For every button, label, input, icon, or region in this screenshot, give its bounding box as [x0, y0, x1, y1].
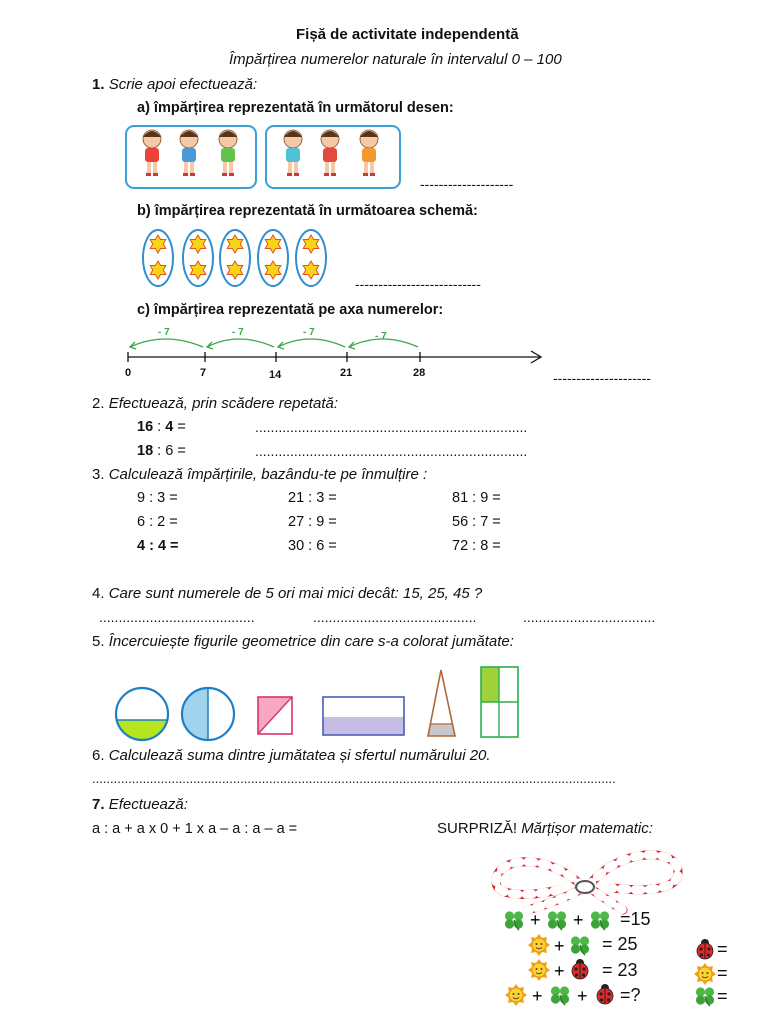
ex2-prompt	[92, 395, 338, 412]
oval-1	[143, 230, 173, 286]
kid-3-icon	[219, 130, 237, 176]
clover-icon	[571, 936, 589, 955]
shape-rectangle-lavender	[323, 697, 404, 735]
ex1-text: Scrie apoi efectuează:	[108, 76, 258, 93]
surprise-label: SURPRIZĂ!	[437, 820, 522, 837]
ex1-number: 1.	[92, 76, 105, 93]
ladybug-icon	[572, 959, 588, 979]
ex3-c1-r1: 9 : 3 =	[137, 490, 178, 506]
ex4-dots-3[interactable]: ..................................	[523, 609, 656, 625]
page-subtitle: Împărțirea numerelor naturale în intervalul 0 – 100	[229, 51, 562, 68]
ladybug-icon	[597, 984, 613, 1004]
ex6-number: 6.	[92, 747, 105, 764]
shape-grid-green	[481, 667, 518, 737]
ex3-c2-r2: 27 : 9 =	[288, 514, 337, 530]
ex2-row-2: 18 : 6 =	[137, 443, 186, 459]
svg-text:+: +	[573, 910, 584, 930]
kids-figures	[125, 125, 405, 189]
ex1b-answer-line[interactable]: ---------------------------	[355, 276, 481, 292]
kid-4-icon	[284, 130, 302, 176]
sun-icon	[505, 984, 527, 1006]
ex2-row-1: 16 : 4 =	[137, 419, 186, 435]
ex2-text: Efectuează, prin scădere repetată:	[108, 395, 338, 412]
ex3-c2-r3: 30 : 6 =	[288, 538, 337, 554]
ex3-c1-r3: 4 : 4 =	[137, 538, 179, 554]
ex1c-label: c) împărțirea reprezentată pe axa numerelor:	[137, 302, 444, 318]
sun-icon	[528, 934, 550, 956]
svg-text:+: +	[530, 910, 541, 930]
sun-icon	[528, 959, 550, 981]
page-title: Fișă de activitate independentă	[296, 26, 519, 43]
ex7-prompt	[92, 796, 188, 813]
ex6-text: Calculează suma dintre jumătatea și sfertul numărului 20.	[108, 747, 491, 764]
surprise-title	[437, 820, 653, 837]
oval-4	[258, 230, 288, 286]
surprise-label-italic: Mărțișor matematic:	[521, 820, 653, 837]
number-line	[120, 325, 550, 380]
jump-label-3: - 7	[303, 327, 315, 338]
ex4-prompt	[92, 585, 482, 602]
clover-icon	[505, 911, 523, 930]
ex3-number: 3.	[92, 466, 105, 483]
ex7-text: Efectuează:	[108, 796, 188, 813]
ex3-c2-r1: 21 : 3 =	[288, 490, 337, 506]
ex2-number: 2.	[92, 395, 105, 412]
ex3-c3-r2: 56 : 7 =	[452, 514, 501, 530]
ex2-row-1-dots[interactable]: ......................................................................	[255, 419, 528, 435]
ex5-number: 5.	[92, 633, 105, 650]
jump-label-1: - 7	[158, 327, 170, 338]
svg-text:+: +	[532, 986, 543, 1006]
legend-sun-icon	[694, 962, 716, 986]
svg-text:+: +	[554, 961, 565, 981]
geometric-shapes	[110, 662, 530, 742]
kid-6-icon	[360, 130, 378, 176]
kid-2-icon	[180, 130, 198, 176]
ex4-number: 4.	[92, 585, 105, 602]
ex7-expression: a : a + a x 0 + 1 x a – a : a – a =	[92, 821, 298, 837]
puzzle-eq-1: =15	[620, 909, 651, 929]
tick-label-0: 0	[125, 367, 132, 379]
svg-text:+: +	[577, 986, 588, 1006]
oval-3	[220, 230, 250, 286]
shape-square-pink	[258, 697, 292, 734]
oval-2	[183, 230, 213, 286]
ex1-prompt	[92, 76, 257, 93]
legend-sun-eq[interactable]: =	[717, 963, 728, 983]
ex5-prompt	[92, 633, 514, 650]
ex3-c3-r3: 72 : 8 =	[452, 538, 501, 554]
ex4-dots-2[interactable]: ..........................................	[313, 609, 477, 625]
tick-label-14: 14	[269, 369, 282, 381]
ex1b-label: b) împărțirea reprezentată în următoarea schemă:	[137, 203, 478, 219]
puzzle-eq-3: = 23	[602, 960, 638, 980]
clover-icon	[548, 911, 566, 930]
ex3-prompt	[92, 466, 427, 483]
ex6-dots[interactable]: .................................................................................................................................................	[92, 771, 616, 786]
legend-clover-icon	[694, 984, 716, 1008]
ex4-text: Care sunt numerele de 5 ori mai mici decât: 15, 25, 45 ?	[108, 585, 483, 602]
ex1a-label: a) împărțirea reprezentată în următorul desen:	[137, 100, 454, 116]
shape-triangle-gray	[428, 670, 455, 736]
clover-icon	[551, 986, 569, 1005]
puzzle-eq-2: = 25	[602, 934, 638, 954]
ex1a-answer-line[interactable]: --------------------	[420, 176, 514, 192]
ex6-prompt	[92, 747, 491, 764]
clover-icon	[591, 911, 609, 930]
ex4-dots-1[interactable]: ........................................	[99, 609, 255, 625]
ex2-row-2-dots[interactable]: ......................................................................	[255, 443, 528, 459]
shape-circle-green	[110, 688, 180, 750]
svg-text:+: +	[554, 936, 565, 956]
ex7-number: 7.	[92, 796, 105, 813]
puzzle-eq-4: =?	[620, 985, 641, 1005]
ex3-text: Calculează împărțirile, bazându-te pe înmulțire :	[108, 466, 428, 483]
oval-5	[296, 230, 326, 286]
tick-label-28: 28	[413, 367, 426, 379]
legend-clover-eq[interactable]: =	[717, 986, 728, 1006]
tick-label-21: 21	[340, 367, 353, 379]
tick-label-7: 7	[200, 367, 207, 379]
ex3-c1-r2: 6 : 2 =	[137, 514, 178, 530]
martisor-knot-icon	[488, 842, 688, 912]
puzzle-row-4	[504, 983, 634, 1009]
legend-ladybug-eq[interactable]: =	[717, 939, 728, 959]
kid-1-icon	[143, 130, 161, 176]
shape-circle-blue	[182, 688, 234, 740]
ex5-text: Încercuiește figurile geometrice din care s-a colorat jumătate:	[108, 633, 514, 650]
ex3-c3-r1: 81 : 9 =	[452, 490, 501, 506]
jump-label-4: - 7	[375, 331, 387, 342]
jump-label-2: - 7	[232, 327, 244, 338]
ex1c-answer-line[interactable]: ---------------------	[553, 370, 651, 386]
kid-5-icon	[321, 130, 339, 176]
stars-scheme	[140, 228, 340, 288]
legend-ladybug-icon	[694, 938, 716, 962]
